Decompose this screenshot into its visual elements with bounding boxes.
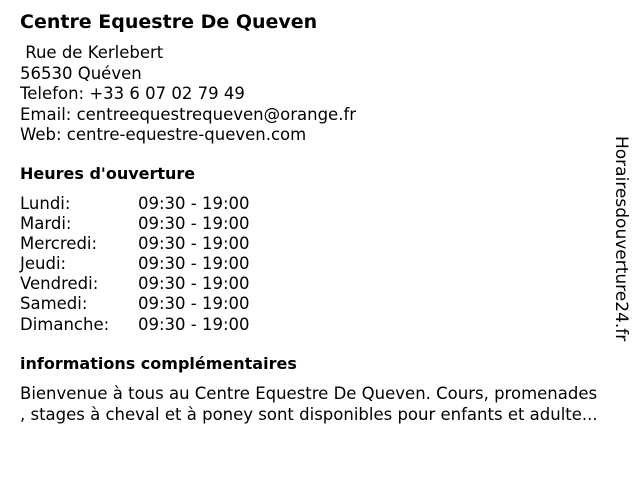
info-heading: informations complémentaires xyxy=(20,354,297,373)
business-name: Centre Equestre De Queven xyxy=(20,11,318,33)
hours-time: 09:30 - 19:00 xyxy=(138,234,250,254)
hours-time: 09:30 - 19:00 xyxy=(138,214,250,234)
hours-row-thursday xyxy=(20,254,250,274)
opening-hours-table xyxy=(20,194,250,335)
address-city: 56530 Quéven xyxy=(20,63,142,83)
hours-time: 09:30 - 19:00 xyxy=(138,254,250,274)
description-line-2: , stages à cheval et à poney sont disponibles pour enfants et adulte... xyxy=(20,405,598,424)
site-watermark: Horairesdouverture24.fr xyxy=(611,136,631,342)
web-text: Web: centre-equestre-queven.com xyxy=(20,125,307,144)
hours-time: 09:30 - 19:00 xyxy=(138,274,250,294)
hours-day: Vendredi: xyxy=(20,274,99,294)
hours-row-saturday xyxy=(20,294,250,314)
description-text xyxy=(20,383,635,425)
hours-row-monday xyxy=(20,194,250,214)
address-street: Rue de Kerlebert xyxy=(20,43,164,62)
hours-time: 09:30 - 19:00 xyxy=(138,194,250,213)
hours-row-friday xyxy=(20,274,250,294)
hours-day: Lundi: xyxy=(20,194,71,213)
hours-day: Mercredi: xyxy=(20,234,98,254)
hours-time: 09:30 - 19:00 xyxy=(138,314,250,334)
hours-day: Mardi: xyxy=(20,214,72,234)
hours-time: 09:30 - 19:00 xyxy=(138,294,250,314)
hours-row-tuesday xyxy=(20,214,250,234)
hours-row-wednesday xyxy=(20,234,250,254)
hours-day: Jeudi: xyxy=(20,254,67,274)
email-text: Email: centreequestrequeven@orange.fr xyxy=(20,104,357,124)
hours-day: Samedi: xyxy=(20,294,88,314)
phone-text: Telefon: +33 6 07 02 79 49 xyxy=(20,84,245,103)
hours-heading: Heures d'ouverture xyxy=(20,164,196,183)
hours-day: Dimanche: xyxy=(20,314,110,334)
contact-block xyxy=(20,43,356,146)
description-line-1: Bienvenue à tous au Centre Equestre De Queven. Cours, promenades xyxy=(20,384,598,403)
hours-row-sunday xyxy=(20,315,250,335)
